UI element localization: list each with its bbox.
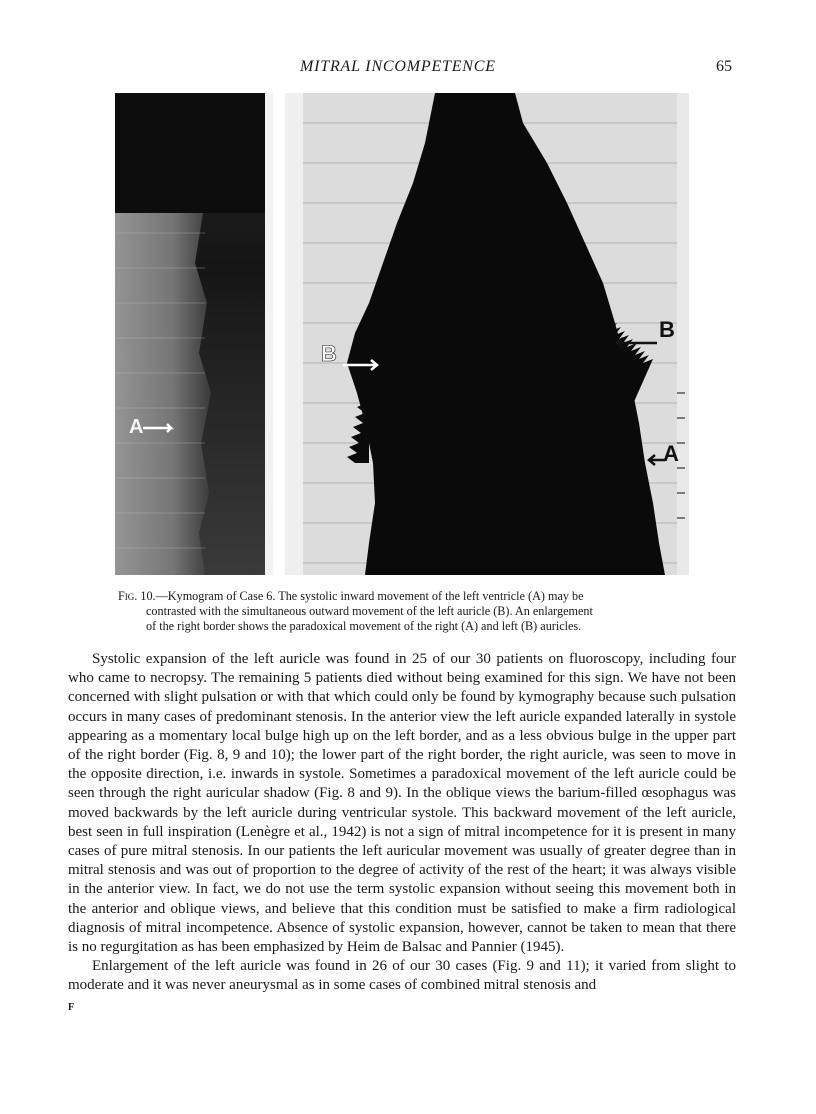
- paragraph-1: Systolic expansion of the left auricle was found in 25 of our 30 patients on fluoroscopy, including four who came to necropsy. The remaining 5 patients died without being examined for this sign. We have not been concerned with slight pulsation or with that which could only be found by kymography because such pulsation occurs in many cases of predominant stenosis. In the anterior view the left auricle expanded laterally in systole appearing as a momentary local bulge high up on the left border, and as a less obvious bulge in the upper part of the right border (Fig. 8, 9 and 10); the lower part of the right border, the right auricle, was seen to move in the opposite direction, i.e. inwards in systole. Sometimes a paradoxical movement of the left auricle could be seen through the right auricular shadow (Fig. 8 and 9). In the oblique views the barium-filled œsophagus was moved backwards by the left auricle during ventricular systole. This backward movement of the left auricle, best seen in full inspiration (Lenègre et al., 1942) is not a sign of mitral incompetence for it is present in many cases of pure mitral stenosis. In our patients the left auricular movement was usually of greater degree than in mitral stenosis and was out of proportion to the degree of activity of the rest of the heart; it was always visible in the anterior view. In fact, we do not use the term systolic expansion without seeing this movement both in the anterior and oblique views, and believe that this condition must be satisfied to make a firm radiological diagnosis of mitral incompetence. Absence of systolic expansion, however, cannot be taken to mean that there is no regurgitation as has been emphasized by Heim de Balsac and Pannier (1945).: [68, 651, 736, 956]
- figure-caption: [118, 589, 688, 634]
- kymogram-left-strip: [115, 93, 273, 575]
- kymogram-left-image: [115, 93, 273, 575]
- label-b-right: B: [659, 317, 675, 342]
- caption-line-2: contrasted with the simultaneous outward movement of the left auricle (B). An enlargement: [146, 604, 593, 618]
- running-head: [0, 58, 816, 80]
- label-b-middle: B: [321, 341, 337, 366]
- figure-10: [115, 93, 689, 575]
- caption-line-3: of the right border shows the paradoxical movement of the right (A) and left (B) auricles.: [146, 619, 582, 633]
- caption-line-1: —Kymogram of Case 6. The systolic inward movement of the left ventricle (A) may be: [155, 589, 584, 603]
- kymogram-right-image: [285, 93, 689, 575]
- caption-figure-label: Fig. 10.: [118, 589, 156, 603]
- paragraph-2: Enlargement of the left auricle was found in 26 of our 30 cases (Fig. 9 and 11); it varied from slight to moderate and it was never aneurysmal as in some cases of combined mitral stenosis and: [68, 958, 736, 994]
- running-title: MITRAL INCOMPETENCE: [300, 58, 496, 75]
- page-number: 65: [716, 58, 732, 75]
- label-a-right: A: [663, 441, 679, 466]
- label-a-left: A: [129, 416, 144, 438]
- body-text: [68, 650, 736, 996]
- signature-mark: F: [68, 1002, 75, 1013]
- kymogram-right-panel: [285, 93, 689, 575]
